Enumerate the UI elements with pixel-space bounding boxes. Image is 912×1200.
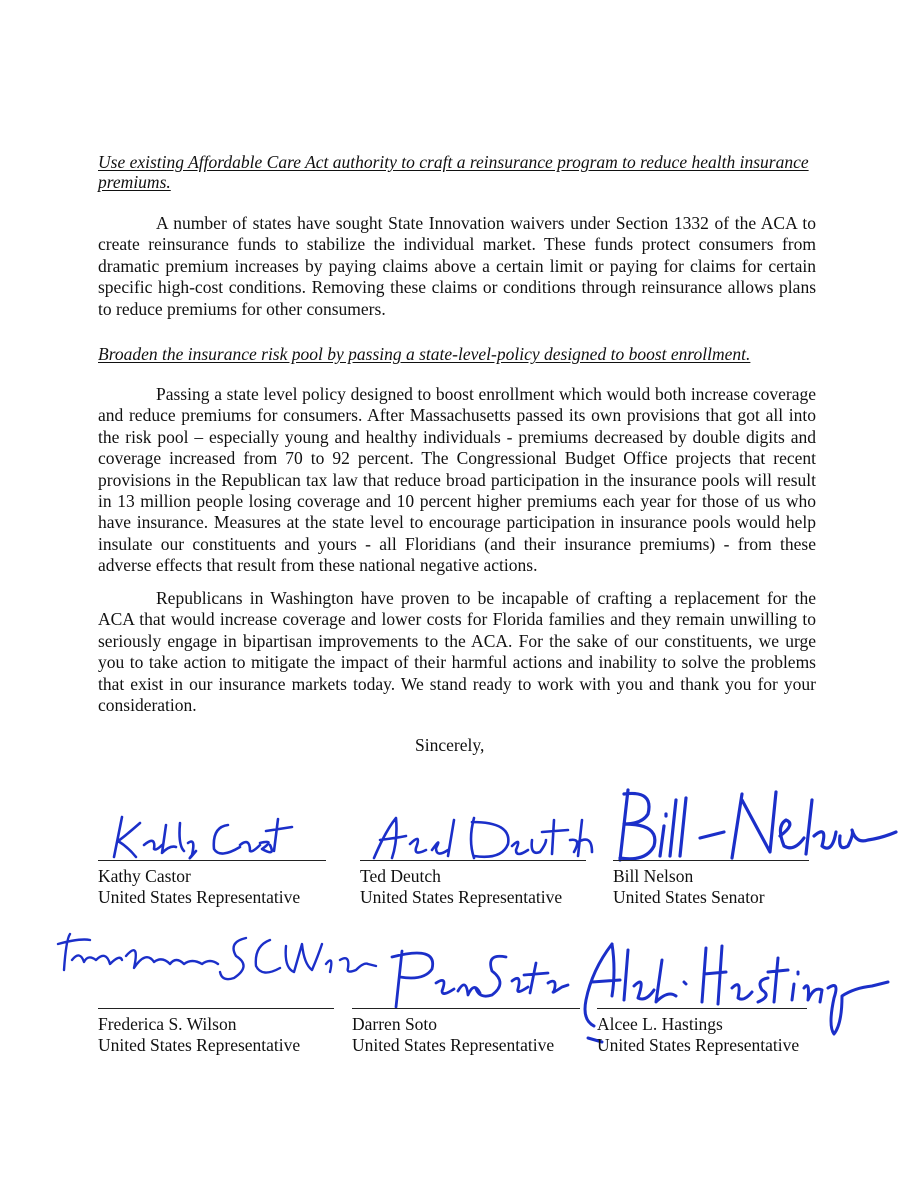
signature-nelson-image <box>600 780 900 870</box>
signatory-name: Kathy Castor <box>98 866 191 886</box>
signatory-title: United States Senator <box>613 887 765 907</box>
signature-line <box>613 860 809 861</box>
signatory-title: United States Representative <box>98 887 301 907</box>
signatory-title: United States Representative <box>98 1035 301 1055</box>
paragraph-conclusion: Republicans in Washington have proven to be incapable of crafting a replacement for the ACA that would increase coverage and lower costs for Florida families and they remain unwilling to seriously engage in bipartisan improvements to the ACA. For the sake of our constituents, we urge you to take action to mitigate the impact of their harmful actions and inability to solve the problems that exist in our insurance markets today. We stand ready to work with you and thank you for your consideration. <box>98 588 816 716</box>
signature-line <box>360 860 586 861</box>
section-heading-reinsurance: Use existing Affordable Care Act authority to craft a reinsurance program to reduce health insurance premiums. <box>98 152 809 192</box>
signature-line <box>352 1008 580 1009</box>
signature-line <box>597 1008 807 1009</box>
signatory-title: United States Representative <box>360 887 563 907</box>
paragraph-risk-pool: Passing a state level policy designed to boost enrollment which would both increase coverage and reduce premiums for consumers. After Massachusetts passed its own provisions that got all into the risk pool – especially young and healthy individuals - premiums decreased by double digits and coverage increased from 70 to 92 percent. The Congressional Budget Office projects that recent provisions in the Republican tax law that reduce broad participation in the insurance pools will result in 13 million people losing coverage and 10 percent higher premiums each year for those of us who have insurance. Measures at the state level to encourage participation in insurance pools would help insulate our constituents and yours - all Floridians (and their insurance premiums) - from these adverse effects that result from these national negative actions. <box>98 384 816 576</box>
signature-soto-image <box>376 935 576 1015</box>
signature-wilson-image <box>50 920 380 1000</box>
signatory-name: Bill Nelson <box>613 866 694 886</box>
signature-castor-image <box>100 805 300 865</box>
signatory-name: Darren Soto <box>352 1014 438 1034</box>
signatory-name: Ted Deutch <box>360 866 441 886</box>
signatory-name: Frederica S. Wilson <box>98 1014 237 1034</box>
signatory-name: Alcee L. Hastings <box>597 1014 723 1034</box>
signatory-title: United States Representative <box>597 1035 800 1055</box>
closing-salutation: Sincerely, <box>415 735 485 755</box>
signature-line <box>98 860 326 861</box>
signature-line <box>98 1008 334 1009</box>
signatory-title: United States Representative <box>352 1035 555 1055</box>
paragraph-reinsurance: A number of states have sought State Innovation waivers under Section 1332 of the ACA to create reinsurance funds to stabilize the individual market. These funds protect consumers from dramatic premium increases by paying claims above a certain limit or paying for claims for certain specific high-cost conditions. Removing these claims or conditions through reinsurance allows plans to reduce premiums for other consumers. <box>98 213 816 319</box>
section-heading-risk-pool: Broaden the insurance risk pool by passing a state-level-policy designed to boost enrollment. <box>98 344 751 364</box>
